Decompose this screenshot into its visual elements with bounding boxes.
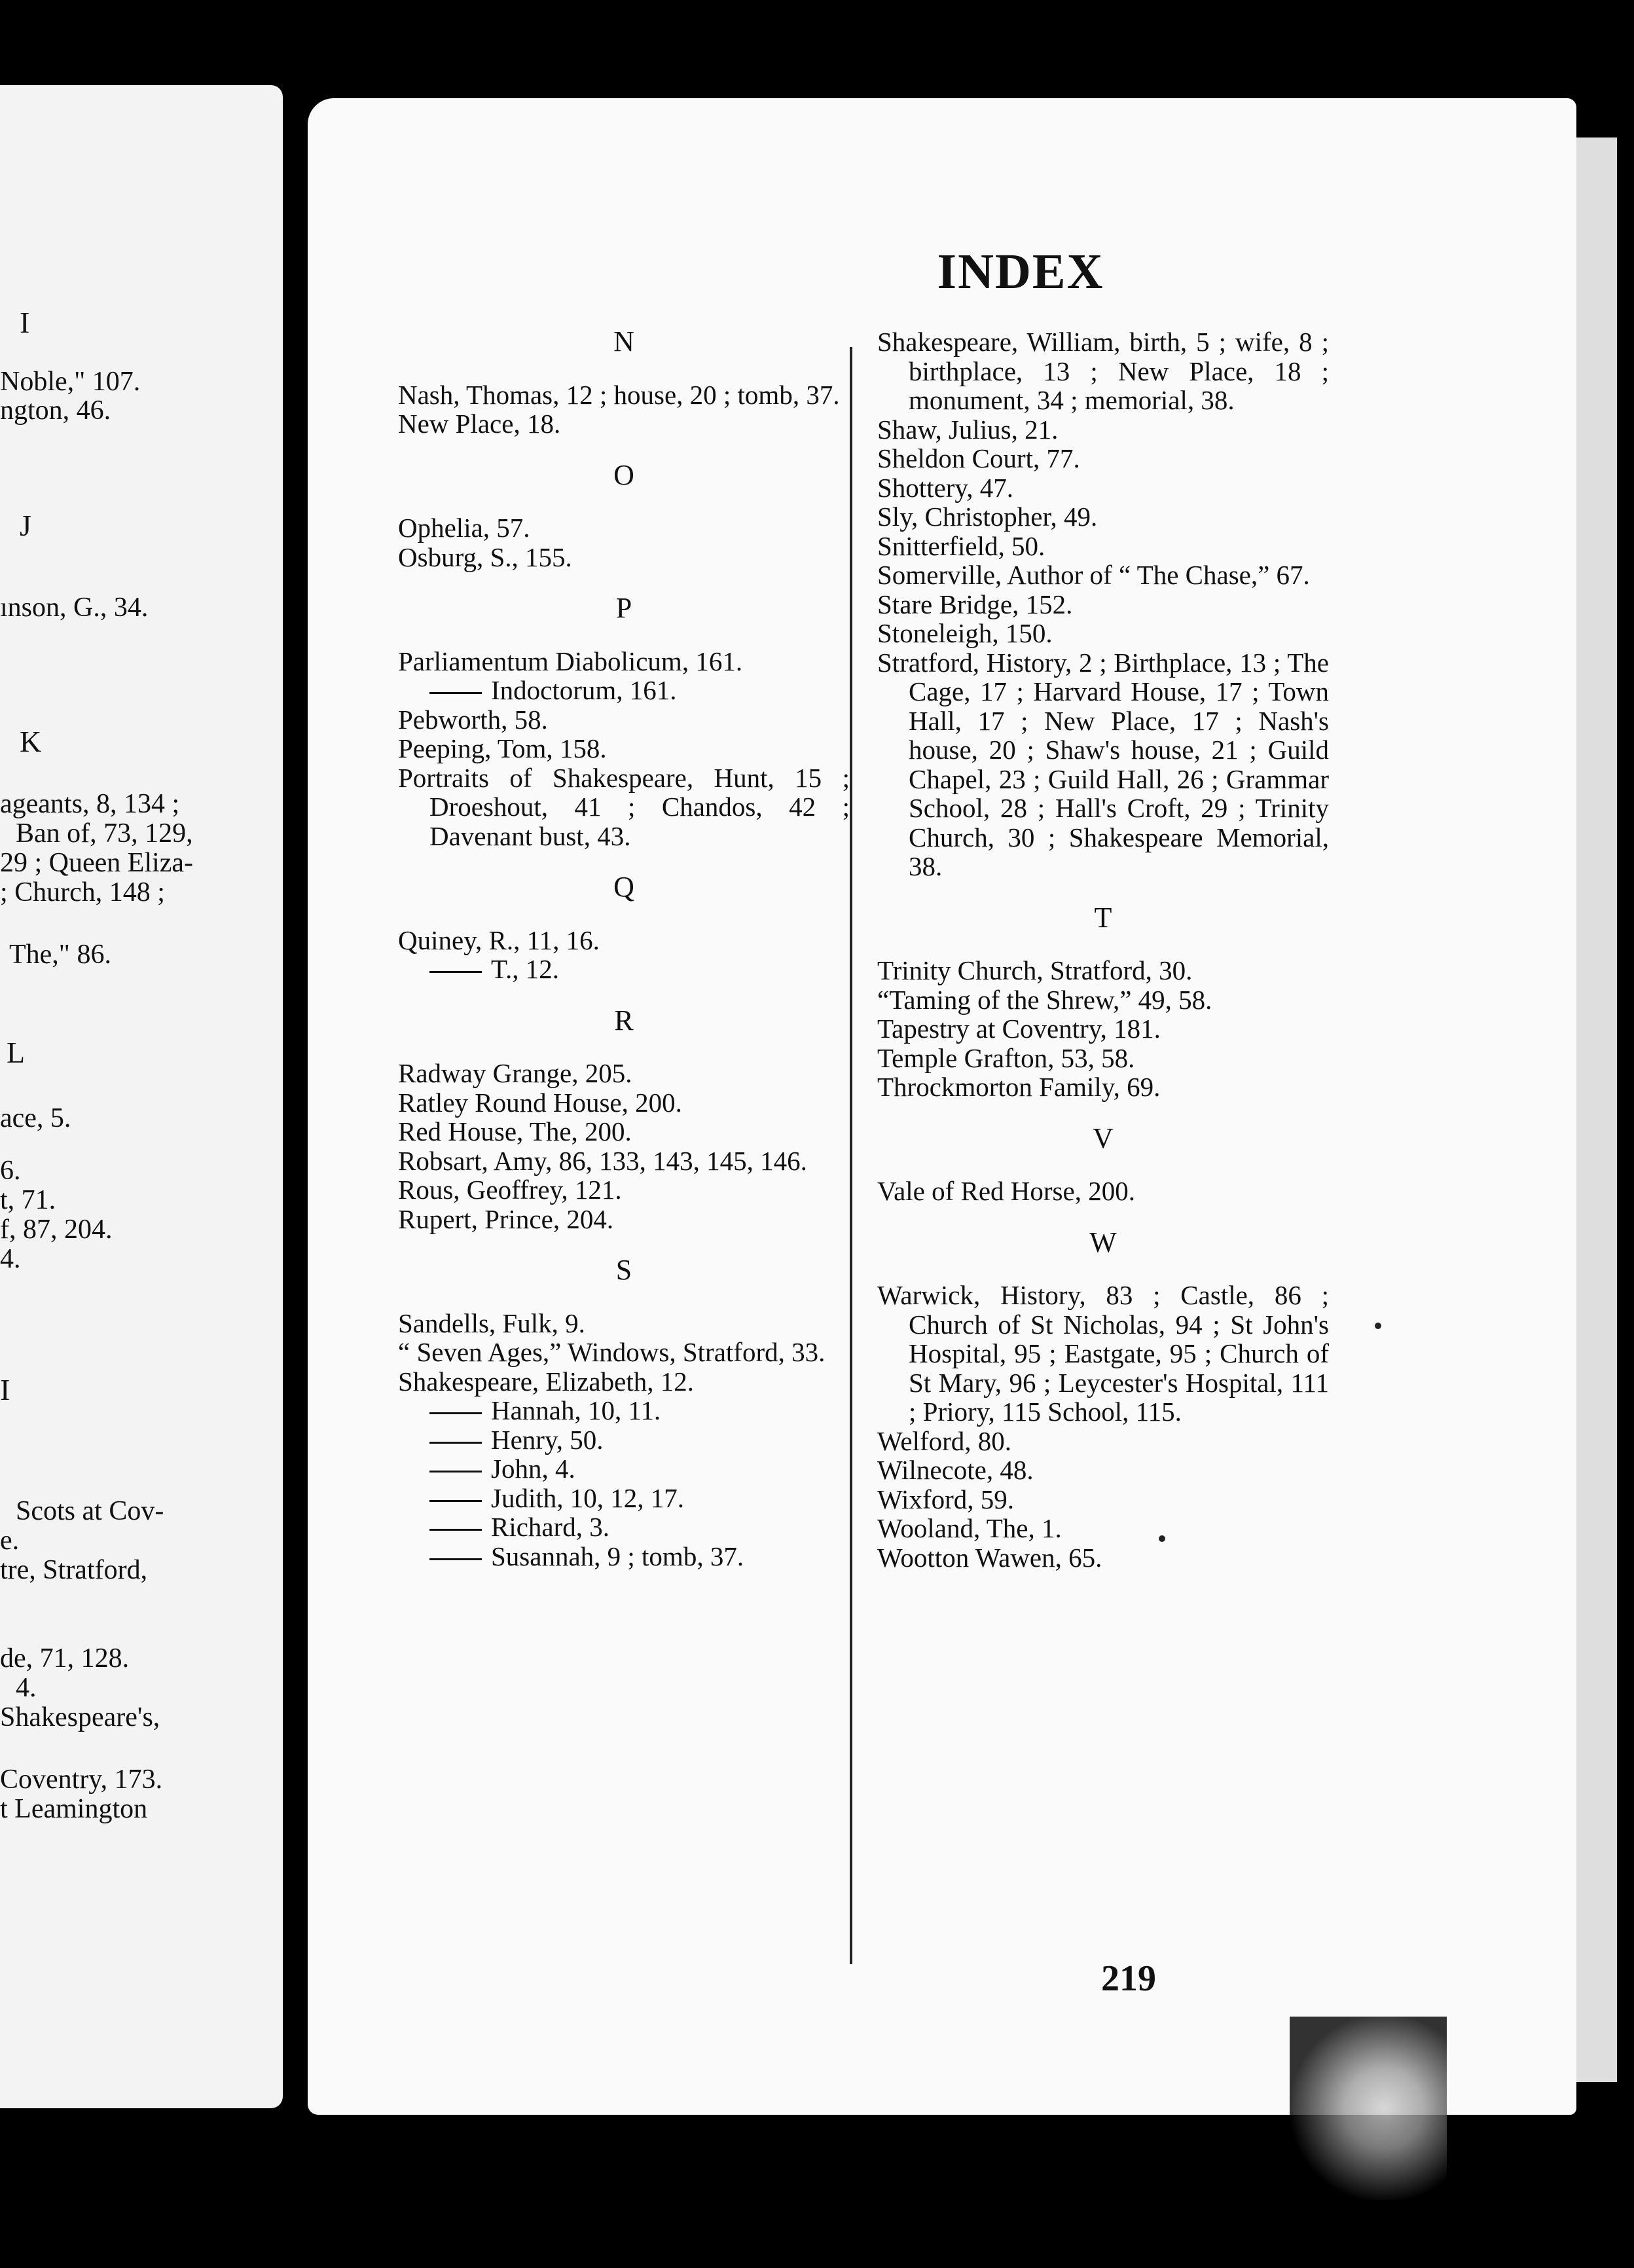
entry-text: Robsart, Amy, 86, 133, 143, 145, 146. [398, 1145, 807, 1176]
entry-text: Shakespeare, William, birth, 5 ; wife, 8 ; birthplace, 13 ; New Place, 18 ; monument, 34 ; memorial, 38. [877, 327, 1329, 415]
index-entry [398, 1367, 850, 1397]
print-speck [1159, 1535, 1165, 1542]
entry-text: Vale of Red Horse, 200. [877, 1176, 1135, 1206]
section-letter-o: O [613, 458, 634, 491]
index-entry [398, 1205, 850, 1234]
ditto-dash [429, 971, 482, 973]
entry-text: Sheldon Court, 77. [877, 443, 1080, 473]
entry-text: Shaw, Julius, 21. [877, 414, 1059, 445]
scan-artifact [1290, 2017, 1447, 2200]
entry-text: Somerville, Author of “ The Chase,” 67. [877, 560, 1310, 590]
index-entry [398, 1059, 850, 1088]
index-entry [877, 560, 1329, 590]
index-entry [877, 985, 1329, 1015]
index-entry [877, 1072, 1329, 1102]
entry-text: Throckmorton Family, 69. [877, 1072, 1161, 1102]
entry-text: New Place, 18. [398, 409, 561, 439]
entry-text: Peeping, Tom, 158. [398, 733, 607, 763]
index-entry [877, 619, 1329, 648]
entry-text: “ Seven Ages,” Windows, Stratford, 33. [398, 1337, 826, 1367]
index-entry-fragment: Ban of, 73, 129, [16, 818, 193, 849]
entry-text: Snitterfield, 50. [877, 530, 1045, 561]
entry-text: Wooland, The, 1. [877, 1513, 1062, 1543]
index-entry-fragment: The," 86. [9, 940, 111, 970]
index-subentry [398, 1512, 850, 1542]
index-entry [398, 763, 850, 851]
section-letter: J [20, 509, 31, 542]
index-entry [877, 648, 1329, 881]
index-entry-fragment: Noble," 107. [0, 367, 141, 397]
index-entry-fragment: tre, Stratford, [0, 1555, 148, 1585]
index-entry-fragment: 6. [0, 1156, 21, 1186]
entry-text: Warwick, History, 83 ; Castle, 86 ; Church of St Nicholas, 94 ; St John's Hospital, 95 ; Eastgate, 95 ; Church of St Mary, 96 ; Leycester's Hospital, 111 ; Priory, 115 School, 115. [877, 1280, 1329, 1427]
index-subentry [398, 1484, 850, 1513]
index-subentry [398, 676, 850, 705]
index-entry [398, 705, 850, 735]
index-entry [877, 444, 1329, 473]
section-letter: K [20, 725, 42, 758]
facing-page-fragment [0, 85, 283, 2108]
entry-text: Sandells, Fulk, 9. [398, 1308, 585, 1338]
entry-text: Welford, 80. [877, 1425, 1012, 1456]
entry-text: Quiney, R., 11, 16. [398, 924, 600, 955]
page-edge [1571, 137, 1617, 2082]
index-entry-fragment: ace, 5. [0, 1103, 71, 1133]
index-entry [877, 1427, 1329, 1456]
entry-text: Rupert, Prince, 204. [398, 1203, 614, 1234]
section-letter: I [20, 306, 30, 339]
entry-text: Shakespeare, Elizabeth, 12. [398, 1366, 694, 1397]
index-entry-fragment: e. [0, 1526, 20, 1556]
index-entry [877, 1455, 1329, 1485]
entry-text: Shottery, 47. [877, 472, 1014, 503]
index-column-left [398, 327, 850, 1571]
section-letter-s: S [615, 1254, 632, 1286]
entry-text: Judith, 10, 12, 17. [491, 1482, 684, 1513]
index-entry [398, 647, 850, 676]
ditto-dash [429, 1412, 482, 1414]
entry-text: Indoctorum, 161. [491, 675, 677, 705]
index-subentry [398, 1542, 850, 1571]
index-entry [398, 1338, 850, 1367]
index-subentry [398, 1425, 850, 1455]
index-entry [398, 513, 850, 543]
index-entry [877, 327, 1329, 415]
index-entry-fragment: Scots at Cov- [16, 1496, 164, 1526]
index-entry-fragment: t Leamington [0, 1794, 148, 1824]
section-letter-t: T [1094, 901, 1112, 934]
section-letter-v: V [1093, 1122, 1114, 1154]
entry-text: Tapestry at Coventry, 181. [877, 1014, 1161, 1044]
index-entry [398, 543, 850, 572]
entry-text: Osburg, S., 155. [398, 541, 572, 572]
entry-text: Wixford, 59. [877, 1484, 1015, 1514]
entry-text: Ophelia, 57. [398, 513, 530, 543]
entry-text: Portraits of Shakespeare, Hunt, 15 ; Droeshout, 41 ; Chandos, 42 ; Davenant bust, 43. [398, 762, 850, 851]
column-rule [850, 347, 852, 1964]
index-entry [877, 415, 1329, 445]
ditto-dash [429, 1500, 482, 1502]
entry-text: Nash, Thomas, 12 ; house, 20 ; tomb, 37. [398, 379, 840, 410]
entry-text: Parliamentum Diabolicum, 161. [398, 646, 743, 676]
page-title: INDEX [937, 244, 1104, 299]
index-entry [877, 1514, 1329, 1543]
index-entry [877, 1014, 1329, 1044]
section-letter-r: R [614, 1004, 634, 1036]
section-letter-n: N [613, 325, 634, 357]
index-entry [877, 1485, 1329, 1514]
entry-text: Rous, Geoffrey, 121. [398, 1175, 622, 1205]
index-subentry [398, 955, 850, 984]
index-entry [877, 590, 1329, 619]
entry-text: Susannah, 9 ; tomb, 37. [491, 1541, 744, 1571]
index-entry-fragment: ; Church, 148 ; [0, 877, 165, 907]
index-entry [398, 380, 850, 410]
index-entry [398, 1088, 850, 1118]
entry-text: Stare Bridge, 152. [877, 589, 1073, 619]
section-letter-p: P [615, 592, 632, 624]
index-column-right [877, 327, 1329, 1572]
index-entry-fragment: 29 ; Queen Eliza- [0, 848, 194, 878]
index-entry-fragment: t, 71. [0, 1185, 56, 1215]
entry-text: Hannah, 10, 11. [491, 1395, 661, 1425]
entry-text: Wilnecote, 48. [877, 1455, 1034, 1485]
entry-text: Henry, 50. [491, 1424, 604, 1455]
ditto-dash [429, 692, 482, 694]
entry-text: Radway Grange, 205. [398, 1058, 632, 1088]
index-entry [398, 409, 850, 439]
index-entry [398, 926, 850, 955]
ditto-dash [429, 1471, 482, 1472]
index-entry-fragment: 4. [0, 1244, 21, 1274]
entry-text: John, 4. [491, 1454, 575, 1484]
section-letter: L [7, 1036, 26, 1069]
ditto-dash [429, 1529, 482, 1531]
ditto-dash [429, 1442, 482, 1444]
entry-text: Wootton Wawen, 65. [877, 1542, 1102, 1573]
index-entry-fragment: ngton, 46. [0, 395, 111, 426]
ditto-dash [429, 1558, 482, 1560]
index-entry [877, 473, 1329, 503]
entry-text: Richard, 3. [491, 1512, 610, 1542]
entry-text: Temple Grafton, 53, 58. [877, 1042, 1135, 1073]
entry-text: Stratford, History, 2 ; Birthplace, 13 ; The Cage, 17 ; Harvard House, 17 ; Town Hall, 17 ; New Place, 17 ; Nash's house, 20 ; Shaw's house, 21 ; Guild Chapel, 23 ; Guild Hall, 26 ; Grammar School, 28 ; Hall's Croft, 29 ; Trinity Church, 30 ; Shakespeare Memorial, 38. [877, 647, 1329, 881]
index-entry [398, 1309, 850, 1338]
index-entry [877, 1177, 1329, 1206]
index-entry-fragment: Coventry, 173. [0, 1765, 163, 1795]
entry-text: Sly, Christopher, 49. [877, 502, 1098, 532]
index-entry-fragment: ınson, G., 34. [0, 593, 149, 623]
index-subentry [398, 1454, 850, 1484]
section-letter-w: W [1089, 1226, 1117, 1258]
index-entry [877, 1543, 1329, 1573]
index-entry-fragment: 4. [16, 1673, 37, 1703]
index-entry [877, 1044, 1329, 1073]
section-letter-q: Q [613, 871, 634, 903]
entry-text: Ratley Round House, 200. [398, 1087, 682, 1118]
index-entry-fragment: de, 71, 128. [0, 1643, 130, 1674]
index-subentry [398, 1396, 850, 1425]
entry-text: Trinity Church, Stratford, 30. [877, 955, 1193, 985]
index-entry-fragment: Shakespeare's, [0, 1702, 160, 1732]
index-entry [398, 1146, 850, 1176]
index-entry [398, 734, 850, 763]
index-entry [398, 1117, 850, 1146]
index-entry-fragment: f, 87, 204. [0, 1215, 113, 1245]
index-entry [877, 956, 1329, 985]
index-entry [877, 502, 1329, 532]
index-page [308, 98, 1576, 2115]
index-entry [398, 1175, 850, 1205]
entry-text: Pebworth, 58. [398, 704, 548, 735]
index-entry-fragment: ageants, 8, 134 ; [0, 789, 180, 819]
index-entry [877, 532, 1329, 561]
entry-text: Red House, The, 200. [398, 1116, 632, 1146]
index-entry [877, 1281, 1329, 1427]
section-letter: I [0, 1373, 10, 1406]
entry-text: “Taming of the Shrew,” 49, 58. [877, 984, 1212, 1015]
entry-text: Stoneleigh, 150. [877, 618, 1053, 648]
print-speck [1375, 1323, 1381, 1329]
entry-text: T., 12. [491, 954, 560, 984]
page-number: 219 [1101, 1958, 1156, 1999]
